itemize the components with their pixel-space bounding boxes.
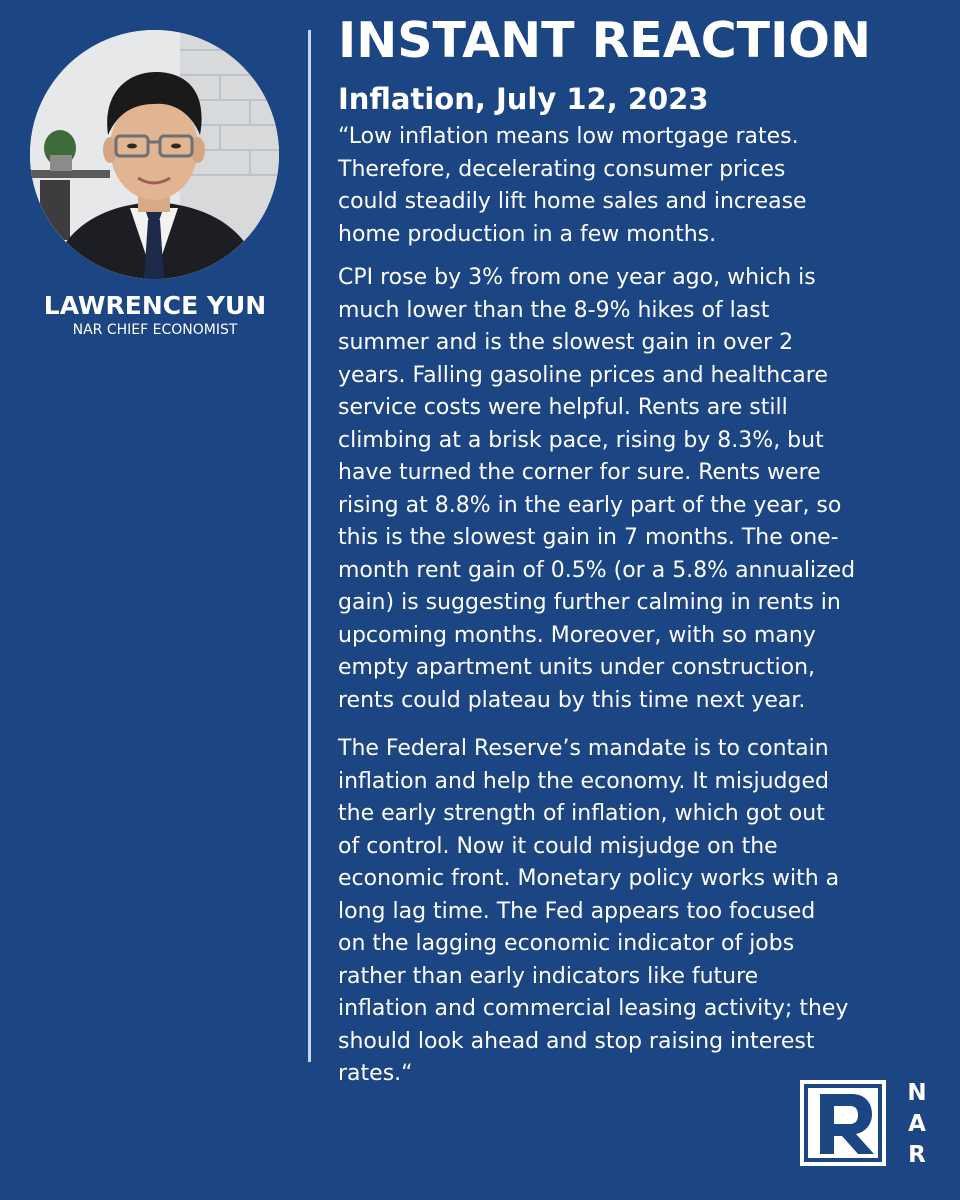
nar-letter-a: A: [908, 1111, 926, 1137]
nar-letter-n: N: [907, 1080, 927, 1106]
vertical-divider: [308, 30, 311, 1062]
portrait-photo: [30, 30, 279, 279]
quote-paragraph-2: CPI rose by 3% from one year ago, which is much lower than the 8-9% hikes of last summer and is the slowest gain in over 2 years. Falling gasoline prices and healthcare service costs were helpful. Rents are still climbing at a brisk pace, rising by 8.3%, but have turned the corner for sure. Rents were rising at 8.8% in the early part of the year, so this is the slowest gain in 7 months. The one- month rent gain of 0.5% (or a 5.8% annualized gain) is suggesting further calming in rents in upcoming months. Moreover, with so many empty apartment units under construction, rents could plateau by this time next year.: [338, 265, 856, 713]
speaker-title: NAR CHIEF ECONOMIST: [72, 322, 238, 338]
speaker-name: LAWRENCE YUN: [43, 291, 267, 320]
quote-paragraph-1: “Low inflation means low mortgage rates. Therefore, decelerating consumer prices could steadily lift home sales and increase home production in a few months.: [338, 124, 807, 247]
quote-paragraph-3: The Federal Reserve’s mandate is to contain inflation and help the economy. It misjudged the early strength of inflation, which got out of control. Now it could misjudge on the economic front. Monetary policy works with a long lag time. The Fed appears too focused on the lagging economic indicator of jobs rather than early indicators like future inflation and commercial leasing activity; they should look ahead and stop raising interest rates.“: [338, 736, 849, 1086]
realtor-r-logo-icon: [800, 1080, 886, 1166]
nar-letters: [902, 1078, 932, 1171]
subheadline-date: Inflation, July 12, 2023: [338, 82, 709, 116]
headline: INSTANT REACTION: [338, 12, 871, 69]
nar-letter-r: R: [908, 1142, 926, 1168]
